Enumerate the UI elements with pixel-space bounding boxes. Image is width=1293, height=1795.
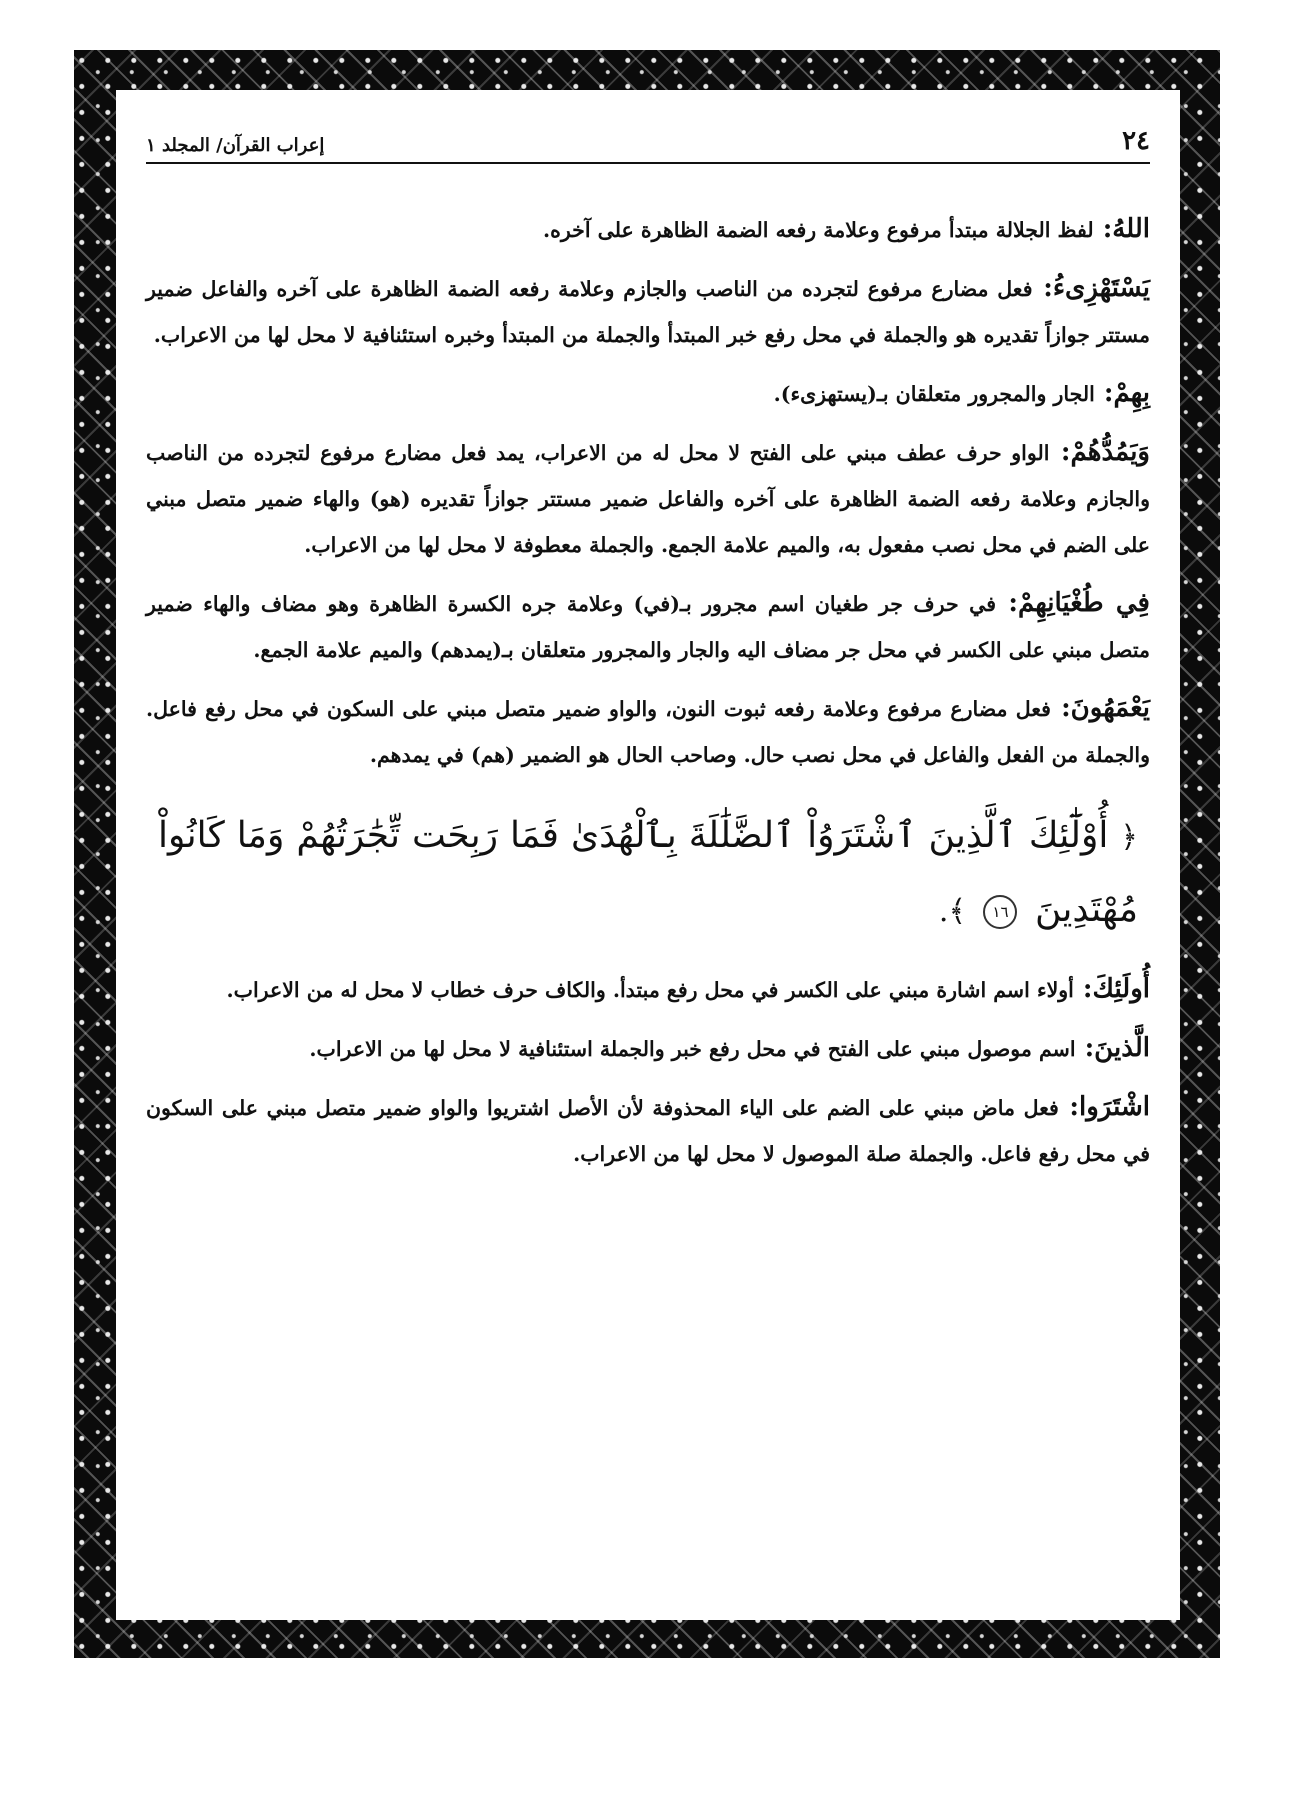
entry-yastahzi <box>146 265 1150 358</box>
page-number: ٢٤ <box>1122 126 1150 156</box>
entry-term: يَعْمَهُونَ : <box>1051 693 1150 723</box>
verse-open-bracket: ﴿ <box>1120 820 1138 855</box>
entry-yamahun <box>146 685 1150 778</box>
entry-text: في حرف جر طغيان اسم مجرور بـ(في) وعلامة جره الكسرة الظاهرة وهو مضاف والهاء ضمير متصل مبني على الكسر في محل جر مضاف اليه والجار والمجرور متعلقان بـ(يمدهم) والميم علامة الجمع. <box>146 592 1150 662</box>
entry-bihim <box>146 370 1150 417</box>
entry-term: فِي طُغْيَانِهِمْ : <box>996 588 1150 618</box>
entry-text: الجار والمجرور متعلقان بـ(يستهزىء). <box>773 382 1095 406</box>
entry-ishtaraw <box>146 1084 1150 1177</box>
entry-text: أولاء اسم اشارة مبني على الكسر في محل رفع مبتدأ. والكاف حرف خطاب لا محل له من الاعراب. <box>226 978 1074 1002</box>
entry-term: وَيَمُدُّهُمْ : <box>1049 437 1150 467</box>
entry-text: فعل مضارع مرفوع لتجرده من الناصب والجازم وعلامة رفعه الضمة الظاهرة على آخره والفاعل ضمير مستتر جوازاً تقديره هو والجملة في محل رفع خبر المبتدأ والجملة من المبتدأ وخبره استئنافية لا محل لها من الاعراب. <box>146 277 1150 347</box>
entry-allah <box>146 206 1150 253</box>
entry-yamudduhum <box>146 429 1150 568</box>
verse-number-marker: ١٦ <box>983 895 1017 929</box>
entry-text: الواو حرف عطف مبني على الفتح لا محل له من الاعراب، يمد فعل مضارع مرفوع لتجرده من الناصب والجازم وعلامة رفعه الضمة الظاهرة على آخره والفاعل ضمير مستتر جوازاً تقديره (هو) والهاء ضمير متصل مبني على الضم في محل نصب مفعول به، والميم علامة الجمع. والجملة معطوفة لا محل لها من الاعراب. <box>146 441 1150 557</box>
entry-term: بِهِمْ : <box>1095 378 1150 408</box>
book-title: إعراب القرآن/ المجلد ١ <box>146 135 325 156</box>
entry-fi-tughyanihim <box>146 580 1150 673</box>
entry-term: اللهُ : <box>1094 214 1150 244</box>
entry-term: يَسْتَهْزِىءُ : <box>1033 273 1151 303</box>
quran-verse <box>158 800 1138 948</box>
page-content <box>116 90 1180 1620</box>
page-header <box>146 126 1150 164</box>
entry-term: الَّذينَ : <box>1076 1033 1150 1063</box>
entry-term: اشْتَرَوا : <box>1059 1092 1150 1122</box>
entry-alladhina <box>146 1025 1150 1072</box>
verse-close-bracket: ﴾. <box>938 894 967 929</box>
entry-term: أُولَئِكَ : <box>1074 974 1150 1004</box>
entry-text: فعل مضارع مرفوع وعلامة رفعه ثبوت النون، والواو ضمير متصل مبني على السكون في محل رفع فاعل. والجملة من الفعل والفاعل في محل نصب حال. وصاحب الحال هو الضمير (هم) في يمدهم. <box>146 697 1150 767</box>
entry-text: فعل ماض مبني على الضم على الياء المحذوفة لأن الأصل اشتريوا والواو ضمير متصل مبني على السكون في محل رفع فاعل. والجملة صلة الموصول لا محل لها من الاعراب. <box>146 1096 1150 1166</box>
entry-text: لفظ الجلالة مبتدأ مرفوع وعلامة رفعه الضمة الظاهرة على آخره. <box>542 218 1094 242</box>
entry-ulaika <box>146 966 1150 1013</box>
entry-text: اسم موصول مبني على الفتح في محل رفع خبر والجملة استئنافية لا محل لها من الاعراب. <box>309 1037 1076 1061</box>
verse-text: أُوْلَٰٓئِكَ ٱلَّذِينَ ٱشْتَرَوُاْ ٱلضَّلَٰلَةَ بِٱلْهُدَىٰ فَمَا رَبِحَت تِّجَٰرَتُهُمْ وَمَا كَانُواْ مُهْتَدِينَ <box>158 815 1138 930</box>
